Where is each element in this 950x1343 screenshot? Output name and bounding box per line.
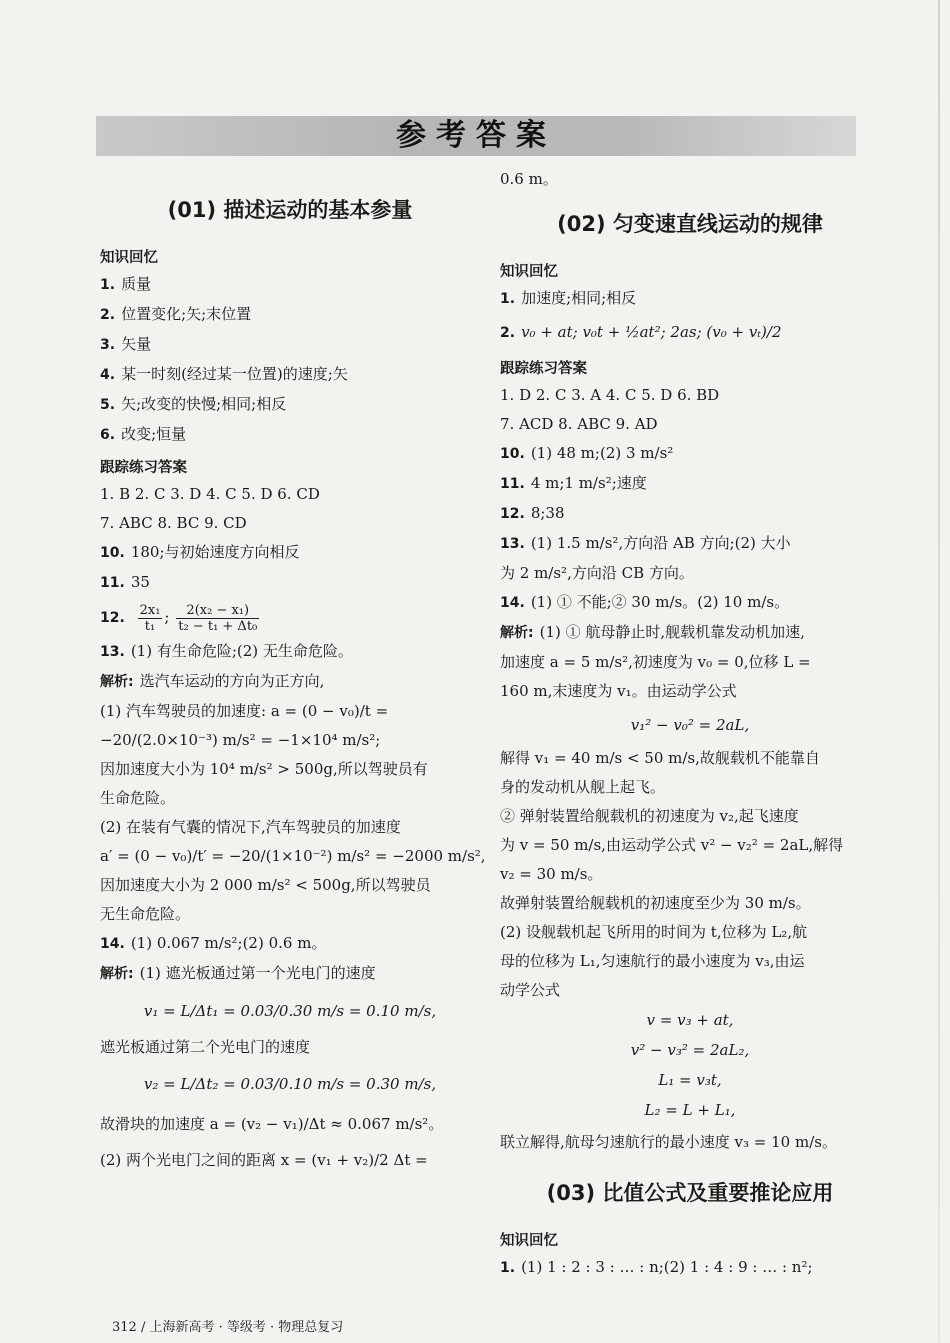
list-item: 1. 质量 — [100, 275, 152, 293]
text-line: 无生命危险。 — [100, 905, 191, 923]
answer-line: 7. ABC 8. BC 9. CD — [100, 514, 247, 532]
page-edge-shadow — [938, 0, 940, 1343]
section-02-title: (02) 匀变速直线运动的规律 — [557, 212, 823, 236]
fraction: $\frac{\text{2x₁}}{\text{t₁}}$ — [139, 602, 161, 634]
list-item: 1. (1) 1 : 2 : 3 : … : n;(2) 1 : 4 : 9 : … : n²; — [500, 1258, 813, 1276]
text-line: 因加速度大小为 2 000 m/s² < 500g,所以驾驶员 — [100, 876, 431, 894]
answer-line: 1. B 2. C 3. D 4. C 5. D 6. CD — [100, 485, 320, 503]
text-line: 160 m,末速度为 v₁。由运动学公式 — [500, 682, 737, 700]
text-line: −20/(2.0×10⁻³) m/s² = −1×10⁴ m/s²; — [100, 731, 381, 749]
text-line: (2) 在装有气囊的情况下,汽车驾驶员的加速度 — [100, 818, 401, 836]
answer-line: 1. D 2. C 3. A 4. C 5. D 6. BD — [500, 386, 720, 404]
text-line: 故弹射装置给舰载机的初速度至少为 30 m/s。 — [500, 894, 811, 912]
section-03-title: (03) 比值公式及重要推论应用 — [546, 1181, 834, 1205]
list-item: 5. 矢;改变的快慢;相同;相反 — [100, 395, 287, 413]
answer-line: 7. ACD 8. ABC 9. AD — [500, 415, 658, 433]
text-line: 故滑块的加速度 a = (v₂ − v₁)/Δt ≈ 0.067 m/s²。 — [100, 1115, 444, 1133]
list-item: 2. v₀ + at; v₀t + ½at²; 2as; (v₀ + vₜ)/2 — [500, 323, 782, 341]
page-footer: 312 / 上海新高考 · 等级考 · 物理总复习 — [112, 1320, 344, 1335]
list-item: 13. (1) 1.5 m/s²,方向沿 AB 方向;(2) 大小 — [500, 534, 791, 552]
equation: v₁² − v₀² = 2aL, — [630, 716, 750, 734]
list-item: 11. 4 m;1 m/s²;速度 — [500, 474, 647, 492]
text-line: (2) 设舰载机起飞所用的时间为 t,位移为 L₂,航 — [500, 923, 808, 941]
text-line: 动学公式 — [500, 981, 561, 999]
text-line: (1) 汽车驾驶员的加速度: a = (0 − v₀)/t = — [100, 702, 389, 720]
list-item: 14. (1) ① 不能;② 30 m/s。(2) 10 m/s。 — [500, 593, 790, 611]
equation: v = v₃ + at, — [646, 1011, 734, 1029]
text-line: (2) 两个光电门之间的距离 x = (v₁ + v₂)/2 Δt = — [100, 1151, 428, 1169]
recall-heading: 知识回忆 — [500, 264, 558, 280]
text-line: 因加速度大小为 10⁴ m/s² > 500g,所以驾驶员有 — [100, 760, 428, 778]
analysis-line: 解析: (1) 遮光板通过第一个光电门的速度 — [100, 964, 376, 982]
banner-title: 参考答案 — [396, 118, 556, 153]
text-line: v₂ = 30 m/s。 — [500, 865, 603, 883]
fraction: $\frac{\text{2(x₂ − x₁)}}{\text{t₂ − t₁ + Δt₀}}$ — [178, 602, 258, 634]
recall-heading: 知识回忆 — [100, 250, 158, 266]
list-item: 11. 35 — [100, 573, 150, 591]
answer-banner — [96, 116, 856, 156]
text-line: 生命危险。 — [100, 789, 176, 807]
text-line: 为 2 m/s²,方向沿 CB 方向。 — [500, 564, 694, 582]
list-item: 4. 某一时刻(经过某一位置)的速度;矢 — [100, 365, 348, 383]
text-line: 为 v = 50 m/s,由运动学公式 v² − v₂² = 2aL,解得 — [500, 836, 844, 854]
text-line: 遮光板通过第二个光电门的速度 — [100, 1038, 311, 1056]
list-item: 13. (1) 有生命危险;(2) 无生命危险。 — [100, 642, 353, 660]
text-line: 身的发动机从舰上起飞。 — [500, 778, 666, 796]
right-column — [500, 165, 880, 1283]
text-line: ② 弹射装置给舰载机的初速度为 v₂,起飞速度 — [500, 807, 799, 825]
list-item: 12. 8;38 — [500, 504, 565, 522]
text-line: 联立解得,航母匀速航行的最小速度 v₃ = 10 m/s。 — [500, 1133, 837, 1151]
equation: v₂ = L/Δt₂ = 0.03/0.10 m/s = 0.30 m/s, — [143, 1075, 437, 1093]
text-line: a′ = (0 − v₀)/t′ = −20/(1×10⁻²) m/s² = −2000 m/s², — [100, 847, 486, 865]
analysis-line: 解析: 选汽车运动的方向为正方向, — [100, 672, 325, 690]
equation: L₁ = v₃t, — [658, 1071, 722, 1089]
list-item: 10. (1) 48 m;(2) 3 m/s² — [500, 444, 674, 462]
text-line: 加速度 a = 5 m/s²,初速度为 v₀ = 0,位移 L = — [500, 653, 811, 671]
track-heading: 跟踪练习答案 — [500, 361, 587, 377]
track-heading: 跟踪练习答案 — [100, 460, 187, 476]
list-item: 3. 矢量 — [100, 335, 152, 353]
text-line: 解得 v₁ = 40 m/s < 50 m/s,故舰载机不能靠自 — [500, 749, 820, 767]
equation: L₂ = L + L₁, — [644, 1101, 736, 1119]
analysis-line: 解析: (1) ① 航母静止时,舰载机靠发动机加速, — [500, 623, 805, 641]
text-line: 母的位移为 L₁,匀速航行的最小速度为 v₃,由运 — [500, 952, 805, 970]
list-item: 10. 180;与初始速度方向相反 — [100, 543, 300, 561]
equation: v² − v₃² = 2aL₂, — [630, 1041, 750, 1059]
list-item: 12. $\frac{\text{2x₁}}{\text{t₁}}$ ; $\frac{\text{2(x₂ − x₁)}}{\text{t₂ − t₁ + Δt₀}}$ — [100, 602, 258, 634]
list-item: 2. 位置变化;矢;末位置 — [100, 305, 252, 323]
section-01-title: (01) 描述运动的基本参量 — [167, 198, 413, 222]
list-item: 14. (1) 0.067 m/s²;(2) 0.6 m。 — [100, 934, 327, 952]
text-line: 0.6 m。 — [500, 170, 558, 188]
list-item: 6. 改变;恒量 — [100, 425, 187, 443]
left-column — [100, 180, 486, 1178]
recall-heading: 知识回忆 — [500, 1233, 558, 1249]
list-item: 1. 加速度;相同;相反 — [500, 289, 637, 307]
equation: v₁ = L/Δt₁ = 0.03/0.30 m/s = 0.10 m/s, — [143, 1002, 437, 1020]
